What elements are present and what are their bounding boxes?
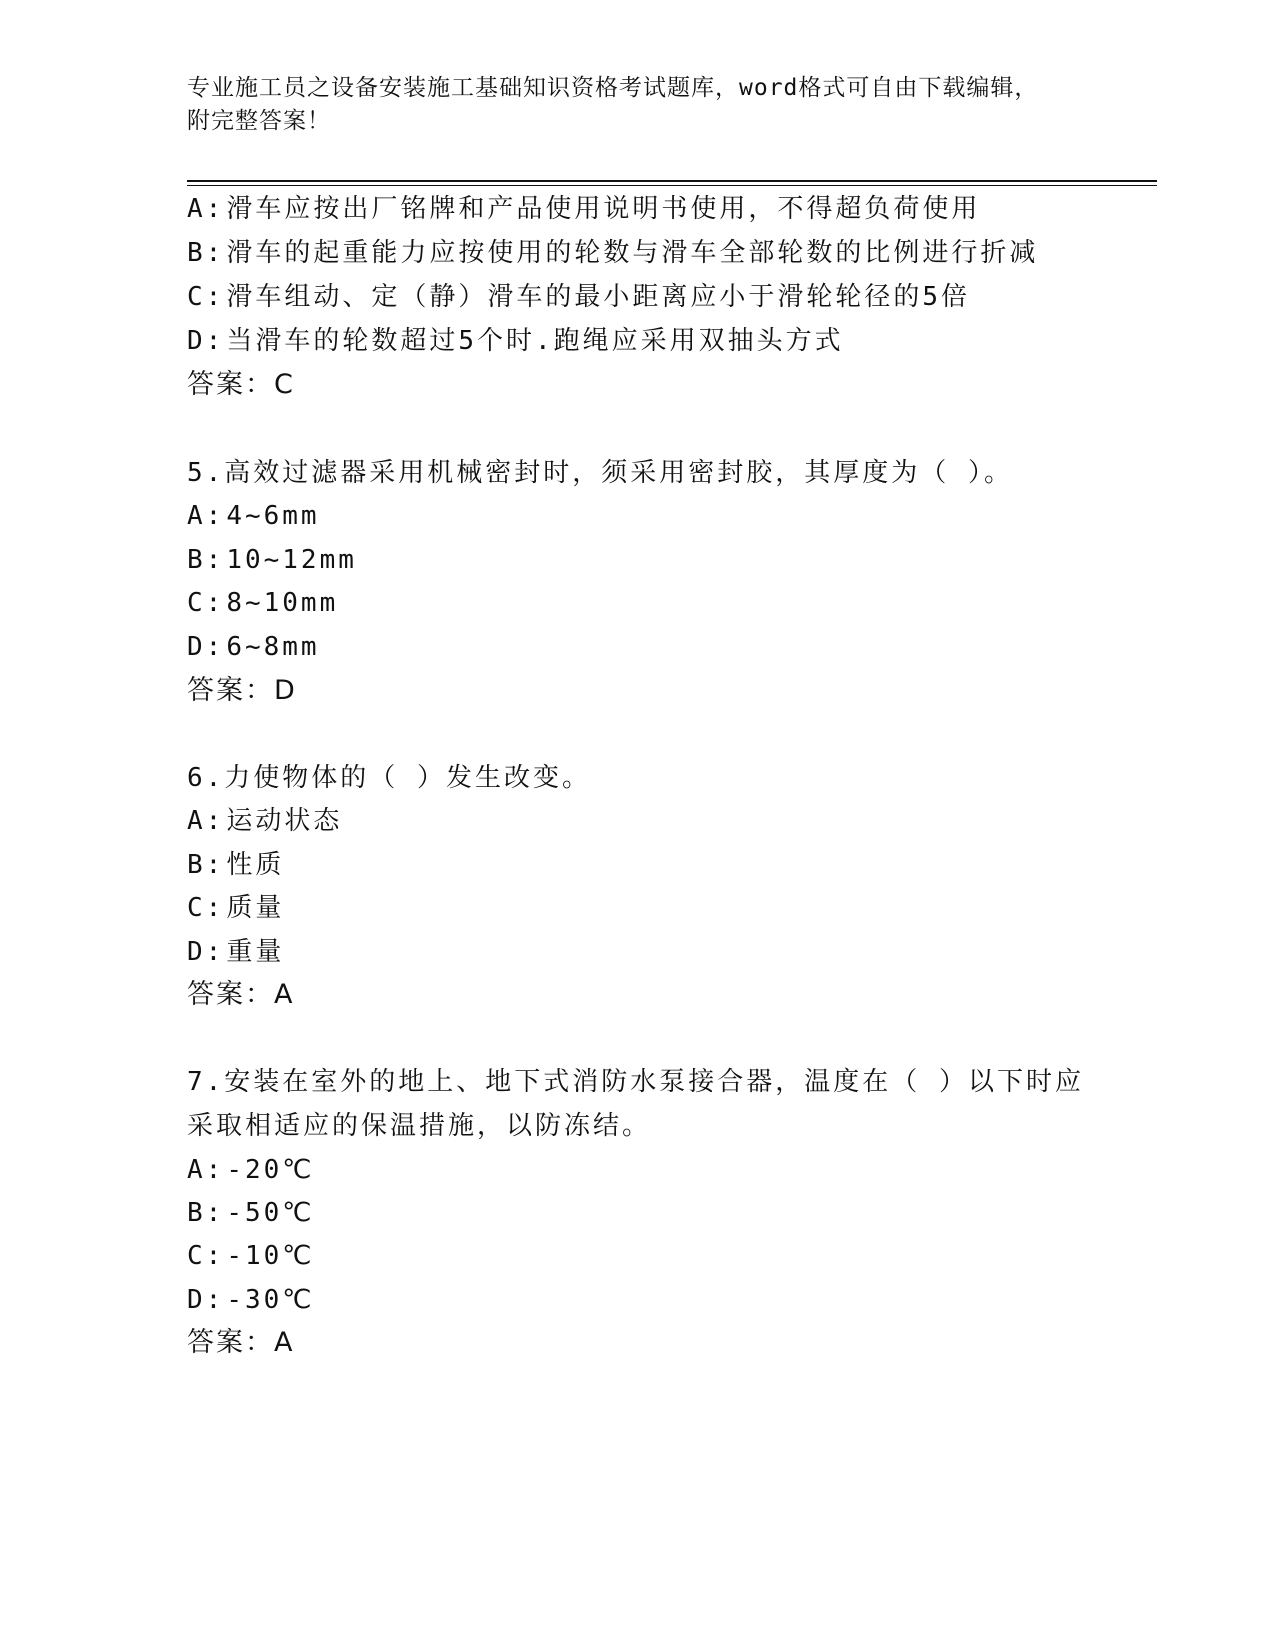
option-label: A: bbox=[187, 501, 225, 531]
option-label: C: bbox=[187, 588, 225, 618]
option-text: -50℃ bbox=[226, 1198, 315, 1228]
option-text: 4~6mm bbox=[226, 501, 320, 531]
q5-option-c bbox=[187, 585, 1147, 621]
q5-option-d bbox=[187, 629, 1147, 665]
option-text: 8~10mm bbox=[226, 588, 339, 618]
q7-question-line-1: 7.安装在室外的地上、地下式消防水泵接合器，温度在（ ）以下时应 bbox=[187, 1067, 1084, 1097]
option-text: 6~8mm bbox=[226, 632, 320, 662]
option-text: 10~12mm bbox=[226, 545, 357, 575]
option-text: 重量 bbox=[226, 937, 285, 967]
option-label: B: bbox=[187, 1198, 225, 1228]
document-page bbox=[187, 0, 1157, 1650]
option-label: A: bbox=[187, 1155, 225, 1185]
option-label: D: bbox=[187, 1285, 225, 1315]
option-label: B: bbox=[187, 850, 225, 880]
option-label: C: bbox=[187, 282, 225, 312]
q5-question: 5.高效过滤器采用机械密封时，须采用密封胶，其厚度为（ ）。 bbox=[187, 458, 1013, 488]
option-text: 运动状态 bbox=[226, 806, 343, 836]
q6-option-d bbox=[187, 934, 1147, 970]
header-line-2: 附完整答案！ bbox=[187, 108, 331, 134]
q5-answer: 答案：D bbox=[187, 675, 297, 706]
q5-option-a bbox=[187, 498, 1147, 534]
option-label: C: bbox=[187, 893, 225, 923]
q4-option-c bbox=[187, 279, 1147, 315]
option-label: A: bbox=[187, 806, 225, 836]
q4-answer: 答案：C bbox=[187, 369, 295, 400]
q6-option-c bbox=[187, 890, 1147, 926]
header-divider-thick bbox=[187, 180, 1157, 182]
q6-option-b bbox=[187, 847, 1147, 883]
header-divider-thin bbox=[187, 185, 1157, 186]
option-label: D: bbox=[187, 937, 225, 967]
option-text: 滑车组动、定（静）滑车的最小距离应小于滑轮轮径的5倍 bbox=[226, 282, 970, 312]
option-label: C: bbox=[187, 1241, 225, 1271]
q6-option-a bbox=[187, 803, 1147, 839]
q7-option-a bbox=[187, 1152, 1147, 1188]
q7-option-d bbox=[187, 1282, 1147, 1318]
header-line-1: 专业施工员之设备安装施工基础知识资格考试题库，word格式可自由下载编辑， bbox=[187, 75, 1039, 101]
option-text: 性质 bbox=[226, 850, 285, 880]
option-label: A: bbox=[187, 194, 225, 224]
option-text: 滑车应按出厂铭牌和产品使用说明书使用，不得超负荷使用 bbox=[226, 194, 981, 224]
option-text: 当滑车的轮数超过5个时.跑绳应采用双抽头方式 bbox=[226, 326, 844, 356]
q4-option-b bbox=[187, 235, 1147, 271]
q7-option-c bbox=[187, 1238, 1147, 1274]
option-label: B: bbox=[187, 238, 225, 268]
option-text: -20℃ bbox=[226, 1155, 315, 1185]
q4-option-d bbox=[187, 323, 1147, 359]
q4-option-a bbox=[187, 191, 1147, 227]
q7-answer: 答案：A bbox=[187, 1327, 295, 1358]
option-text: -10℃ bbox=[226, 1241, 315, 1271]
option-label: D: bbox=[187, 632, 225, 662]
document-header bbox=[187, 72, 1087, 138]
q5-option-b bbox=[187, 542, 1147, 578]
option-text: 质量 bbox=[226, 893, 285, 923]
q7-option-b bbox=[187, 1195, 1147, 1231]
q6-question: 6.力使物体的（ ）发生改变。 bbox=[187, 763, 591, 793]
q7-question-line-2: 采取相适应的保温措施，以防冻结。 bbox=[187, 1111, 652, 1141]
option-text: 滑车的起重能力应按使用的轮数与滑车全部轮数的比例进行折减 bbox=[226, 238, 1039, 268]
option-label: B: bbox=[187, 545, 225, 575]
q6-answer: 答案：A bbox=[187, 979, 295, 1010]
option-label: D: bbox=[187, 326, 225, 356]
option-text: -30℃ bbox=[226, 1285, 315, 1315]
